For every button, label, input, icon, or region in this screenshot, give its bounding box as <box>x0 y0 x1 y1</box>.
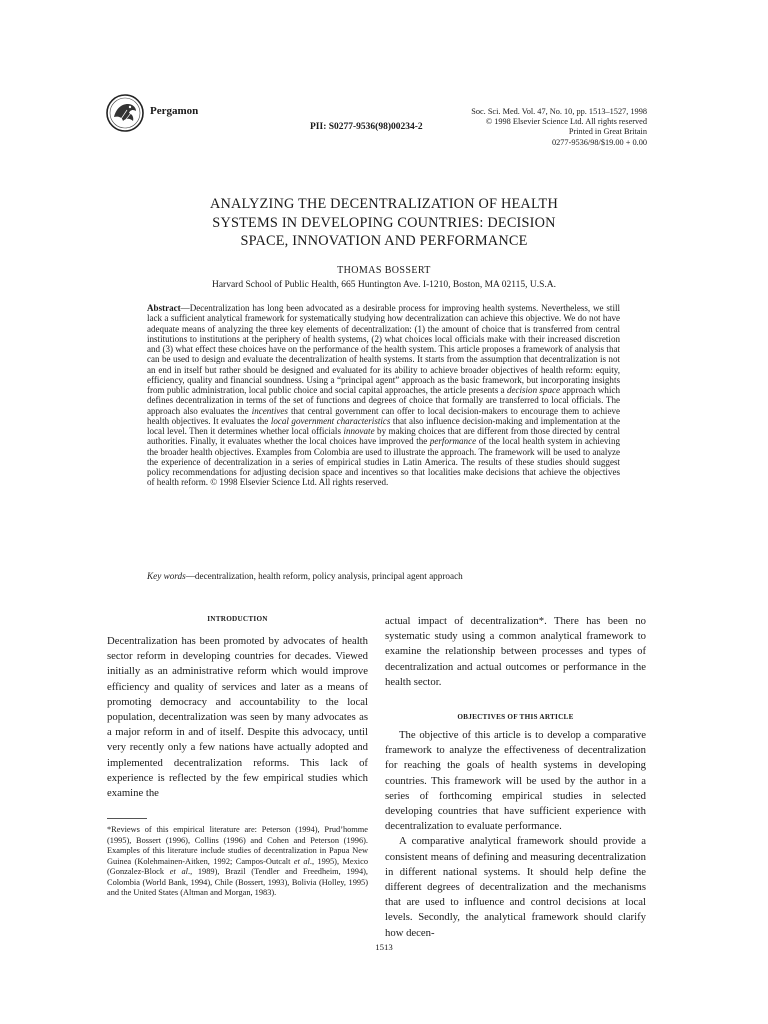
abstract-text: by making choices that are different from those directed by central authorities. Finally, it evaluates whether the local choices have improved the <box>147 426 621 447</box>
footnote-emphasis: et al <box>293 856 310 866</box>
objectives-paragraph: A comparative analytical framework should provide a consistent means of defining and measuring decentralization in different national systems. It should help define the different degrees of decentralization and the mechanisms that are used to influence and control decisions at local levels. Secondly, the analytical framework should clarify how decen- <box>385 835 646 939</box>
keywords <box>147 571 620 582</box>
introduction-continuation: actual impact of decentralization*. There has been no systematic study using a common analytical framework to examine the relationship between processes and types of decentralization and actual outcomes or performance in the health sector. <box>385 615 646 688</box>
left-column <box>107 614 368 801</box>
journal-citation: Soc. Sci. Med. Vol. 47, No. 10, pp. 1513–1527, 1998 <box>471 107 647 116</box>
keywords-label: Key words <box>147 571 186 581</box>
footnote <box>107 825 368 899</box>
printed-in-line: Printed in Great Britain <box>568 127 647 137</box>
abstract-emphasis: local government characteristics <box>270 415 391 426</box>
footnote-divider <box>107 818 147 819</box>
introduction-paragraph: Decentralization has been promoted by advocates of health sector reform in developing countries for decades. Viewed initially as an administrative reform which would improve efficiency and quality of services and later as a means of promoting democracy and accountability to the local population, decentralization was seen by many advocates as a major reform in and of itself. Despite this advocacy, until very recently only a few nations have actually adopted and implemented decentralization reforms. This lack of experience is reflected by the few empirical studies which examine the <box>107 635 368 800</box>
pergamon-emblem-icon <box>105 93 145 133</box>
abstract-text: —Decentralization has long been advocated as a desirable process for improving health systems. Nevertheless, we still lack a sufficient analytical framework for systematically studying how decentralization can achieve this objective. We do not have adequate means of analyzing the three key elements of decentralization: (1) the amount of choice that is transferred from central institutions to institutions at the periphery of health systems, (2) what choices local officials make with their increased discretion and (3) what effect these choices have on the performance of the health system. This article proposes a framework of analysis that can be used to design and evaluate the decentralization of health systems. It starts from the assumption that decentralization is not an end in itself but rather should be designed and evaluated for its ability to achieve broader objectives of health reform: equity, efficiency, quality and financial soundness. Using a “principal agent” approach as the basic framework, but incorporating insights from public administration, local public choice and social capital approaches, the article presents a <box>147 303 620 395</box>
abstract-emphasis: decision space <box>506 385 561 395</box>
publisher-name: Pergamon <box>150 105 199 117</box>
author-affiliation: Harvard School of Public Health, 665 Huntington Ave. I-1210, Boston, MA 02115, U.S.A. <box>211 280 557 290</box>
abstract-text: approach which defines decentralization in terms of the set of functions and degrees of choice that formally are transferred to local officials. The approach also evaluates the <box>147 385 621 416</box>
journal-citation-block <box>387 107 647 148</box>
issn-price-line: 0277-9536/98/$19.00 + 0.00 <box>551 137 647 147</box>
pii-identifier: PII: S0277-9536(98)00234-2 <box>310 122 423 132</box>
abstract-label: Abstract <box>147 303 181 313</box>
abstract-text: of the local health system in achieving the broader health objectives. Examples from Colombia are used to illustrate the approach. The framework will be used to analyze the experience of decentralization in a series of empirical studies in Latin America. The results of these studies should suggest policy recommendations for adjusting decision space and incentives so that localities make decisions that achieve the objectives of health reform. © 1998 Elsevier Science Ltd. All rights reserved. <box>147 436 620 488</box>
footnote-text: ., 1995), Mexico (Gonzalez-Block <box>107 856 368 876</box>
copyright-line: © 1998 Elsevier Science Ltd. All rights reserved <box>485 117 647 127</box>
right-column <box>385 614 646 941</box>
keywords-text: —decentralization, health reform, policy analysis, principal agent approach <box>185 571 463 581</box>
title-line: SPACE, INNOVATION AND PERFORMANCE <box>240 233 528 250</box>
article-title <box>150 195 618 251</box>
footnote-text: ., 1989), Brazil (Tendler and Freedheim, 1994), Colombia (World Bank, 1994), Chile (Bossert, 1993), Bolivia (Holley, 1995) and the United States (Altman and Morgan, 1983). <box>107 867 368 897</box>
objectives-heading: OBJECTIVES OF THIS ARTICLE <box>457 713 574 722</box>
introduction-heading: INTRODUCTION <box>207 615 268 623</box>
footnote-text: *Reviews of this empirical literature are: Peterson (1994), Prud’homme (1995), Bossert (1996), Collins (1996) and Cohen and Peterson (1996). Examples of this literature include studies of decentralization in Papua New Guinea (Kolehmainen-Aitken, 1992; Campos-Outcalt <box>107 825 368 866</box>
abstract <box>147 303 620 488</box>
title-line: SYSTEMS IN DEVELOPING COUNTRIES: DECISION <box>212 214 556 231</box>
objectives-paragraph: The objective of this article is to develop a comparative framework to analyze the effectiveness of decentralization for reaching the goals of health systems in developing countries. This framework will be used by the author in a series of forthcoming empirical studies in selected developing countries that have sufficient experience with decentralization to evaluate performance. <box>385 729 646 833</box>
abstract-emphasis: performance <box>429 436 477 447</box>
title-line: ANALYZING THE DECENTRALIZATION OF HEALTH <box>209 196 559 212</box>
abstract-emphasis: innovate <box>343 426 375 436</box>
author-name: THOMAS BOSSERT <box>337 265 431 276</box>
abstract-emphasis: incentives <box>251 405 288 416</box>
abstract-text: that central government can offer to local decision-makers to encourage them to achieve health objectives. It evaluates the <box>147 405 620 426</box>
footnote-emphasis: et al <box>169 867 188 876</box>
page-number: 1513 <box>375 942 393 952</box>
abstract-text: that also influence decision-making and implementation at the local level. Then it determines whether local officials <box>147 415 621 436</box>
